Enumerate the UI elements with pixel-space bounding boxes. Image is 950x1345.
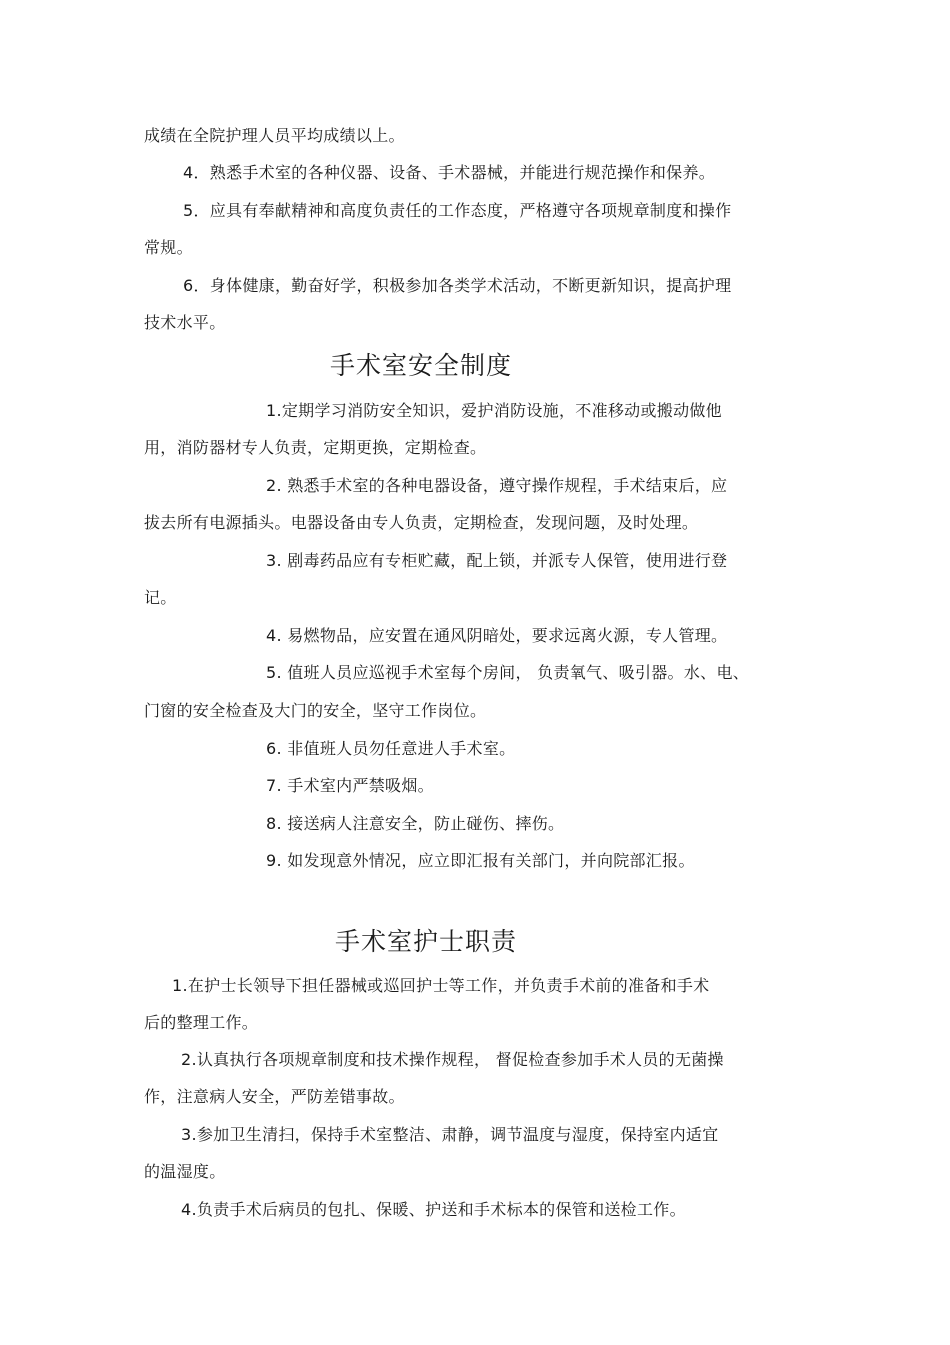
nurse-item-3-line-1: 3.参加卫生清扫，保持手术室整洁、肃静，调节温度与湿度，保持室内适宜: [181, 1125, 719, 1144]
nurse-item-2-line-1: 2.认真执行各项规章制度和技术操作规程， 督促检查参加手术人员的无菌操: [181, 1050, 724, 1069]
safety-item-6: 6. 非值班人员勿任意进人手术室。: [266, 739, 516, 758]
safety-item-5-line-2: 门窗的安全检查及大门的安全，坚守工作岗位。: [144, 701, 487, 720]
nurse-section-title: 手术室护士职责: [335, 927, 518, 956]
intro-item-6-line-2: 技术水平。: [144, 313, 226, 332]
intro-item-5-line-2: 常规。: [144, 238, 193, 257]
nurse-item-4: 4.负责手术后病员的包扎、保暖、护送和手术标本的保管和送检工作。: [181, 1200, 686, 1219]
safety-item-8: 8. 接送病人注意安全，防止碰伤、摔伤。: [266, 814, 565, 833]
intro-line-1: 成绩在全院护理人员平均成绩以上。: [144, 126, 405, 145]
intro-item-4: 4．熟悉手术室的各种仪器、设备、手术器械，并能进行规范操作和保养。: [183, 163, 716, 182]
safety-item-7: 7. 手术室内严禁吸烟。: [266, 776, 434, 795]
intro-item-6-line-1: 6．身体健康，勤奋好学，积极参加各类学术活动，不断更新知识，提高护理: [183, 276, 732, 295]
safety-item-3-line-1: 3. 剧毒药品应有专柜贮藏，配上锁，并派专人保管，使用进行登: [266, 551, 728, 570]
nurse-item-1-line-1: 1.在护士长领导下担任器械或巡回护士等工作，并负责手术前的准备和手术: [172, 976, 710, 995]
nurse-item-2-line-2: 作，注意病人安全，严防差错事故。: [144, 1087, 405, 1106]
safety-item-5-line-1: 5. 值班人员应巡视手术室每个房间， 负责氧气、吸引器。水、电、: [266, 663, 750, 682]
safety-item-1-line-2: 用，消防器材专人负责，定期更换，定期检查。: [144, 438, 487, 457]
intro-item-5-line-1: 5．应具有奉献精神和高度负责任的工作态度，严格遵守各项规章制度和操作: [183, 201, 732, 220]
nurse-item-1-line-2: 后的整理工作。: [144, 1013, 259, 1032]
safety-section-title: 手术室安全制度: [330, 351, 513, 380]
safety-item-3-line-2: 记。: [144, 588, 177, 607]
safety-item-9: 9. 如发现意外情况，应立即汇报有关部门，并向院部汇报。: [266, 851, 695, 870]
nurse-item-3-line-2: 的温湿度。: [144, 1162, 226, 1181]
safety-item-1-line-1: 1.定期学习消防安全知识，爱护消防设施，不准移动或搬动做他: [266, 401, 722, 420]
safety-item-2-line-2: 拔去所有电源插头。电器设备由专人负责，定期检查，发现问题，及时处理。: [144, 513, 699, 532]
safety-item-4: 4. 易燃物品，应安置在通风阴暗处，要求远离火源，专人管理。: [266, 626, 728, 645]
safety-item-2-line-1: 2. 熟悉手术室的各种电器设备，遵守操作规程，手术结束后，应: [266, 476, 728, 495]
